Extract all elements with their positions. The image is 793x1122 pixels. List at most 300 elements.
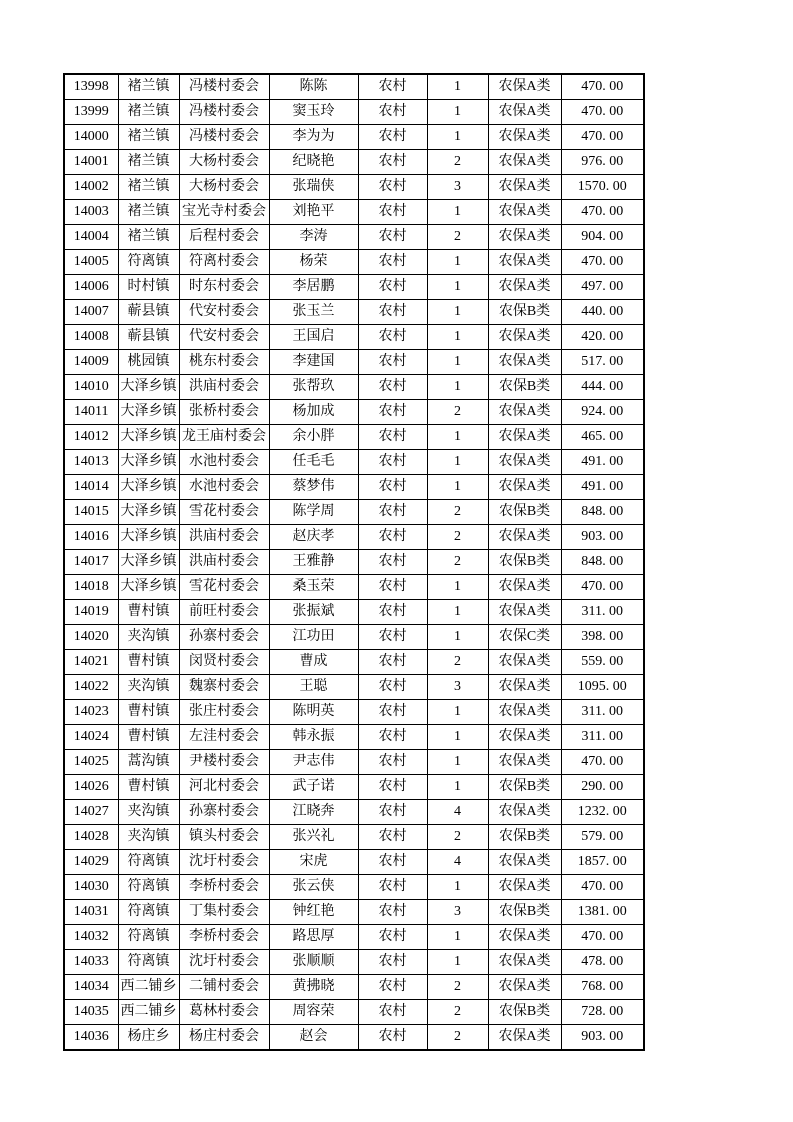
cell-serial-number: 14015 xyxy=(64,500,118,525)
cell-person-name: 江功田 xyxy=(269,625,358,650)
cell-residence-type: 农村 xyxy=(358,975,427,1000)
cell-insurance-category: 农保B类 xyxy=(488,500,561,525)
cell-village-committee: 葛林村委会 xyxy=(179,1000,269,1025)
cell-person-name: 纪晓艳 xyxy=(269,150,358,175)
cell-serial-number: 14005 xyxy=(64,250,118,275)
cell-person-name: 陈陈 xyxy=(269,74,358,100)
cell-serial-number: 14028 xyxy=(64,825,118,850)
cell-person-name: 杨荣 xyxy=(269,250,358,275)
cell-town: 蒿沟镇 xyxy=(118,750,179,775)
cell-village-committee: 桃东村委会 xyxy=(179,350,269,375)
cell-insurance-category: 农保A类 xyxy=(488,575,561,600)
table-row xyxy=(64,275,644,300)
cell-village-committee: 丁集村委会 xyxy=(179,900,269,925)
table-row xyxy=(64,775,644,800)
table-row xyxy=(64,700,644,725)
cell-town: 时村镇 xyxy=(118,275,179,300)
cell-town: 曹村镇 xyxy=(118,725,179,750)
table-row xyxy=(64,150,644,175)
cell-serial-number: 14026 xyxy=(64,775,118,800)
cell-town: 大泽乡镇 xyxy=(118,400,179,425)
cell-village-committee: 孙寨村委会 xyxy=(179,800,269,825)
cell-insurance-category: 农保A类 xyxy=(488,74,561,100)
cell-amount: 497. 00 xyxy=(561,275,644,300)
cell-person-name: 张顺顺 xyxy=(269,950,358,975)
cell-insurance-category: 农保A类 xyxy=(488,400,561,425)
cell-insurance-category: 农保A类 xyxy=(488,800,561,825)
table-row xyxy=(64,1025,644,1051)
cell-serial-number: 14021 xyxy=(64,650,118,675)
cell-town: 褚兰镇 xyxy=(118,150,179,175)
cell-amount: 848. 00 xyxy=(561,550,644,575)
cell-residence-type: 农村 xyxy=(358,725,427,750)
cell-serial-number: 14022 xyxy=(64,675,118,700)
cell-person-count: 1 xyxy=(427,925,488,950)
cell-amount: 976. 00 xyxy=(561,150,644,175)
cell-person-count: 1 xyxy=(427,275,488,300)
cell-person-count: 1 xyxy=(427,725,488,750)
cell-person-count: 1 xyxy=(427,575,488,600)
cell-town: 夹沟镇 xyxy=(118,625,179,650)
cell-serial-number: 14001 xyxy=(64,150,118,175)
cell-residence-type: 农村 xyxy=(358,875,427,900)
cell-person-count: 2 xyxy=(427,650,488,675)
cell-amount: 478. 00 xyxy=(561,950,644,975)
cell-town: 褚兰镇 xyxy=(118,74,179,100)
cell-residence-type: 农村 xyxy=(358,150,427,175)
cell-village-committee: 魏寨村委会 xyxy=(179,675,269,700)
cell-village-committee: 洪庙村委会 xyxy=(179,375,269,400)
cell-insurance-category: 农保A类 xyxy=(488,1025,561,1051)
cell-serial-number: 14017 xyxy=(64,550,118,575)
cell-person-name: 王聪 xyxy=(269,675,358,700)
table-row xyxy=(64,825,644,850)
cell-insurance-category: 农保A类 xyxy=(488,425,561,450)
cell-residence-type: 农村 xyxy=(358,525,427,550)
cell-serial-number: 14008 xyxy=(64,325,118,350)
cell-person-name: 曹成 xyxy=(269,650,358,675)
cell-person-count: 2 xyxy=(427,525,488,550)
cell-person-name: 余小胖 xyxy=(269,425,358,450)
cell-serial-number: 14006 xyxy=(64,275,118,300)
cell-insurance-category: 农保B类 xyxy=(488,900,561,925)
pension-roster-table xyxy=(63,73,645,1051)
cell-serial-number: 14024 xyxy=(64,725,118,750)
cell-insurance-category: 农保B类 xyxy=(488,825,561,850)
cell-town: 大泽乡镇 xyxy=(118,425,179,450)
cell-residence-type: 农村 xyxy=(358,800,427,825)
cell-amount: 470. 00 xyxy=(561,875,644,900)
table-row xyxy=(64,975,644,1000)
table-row xyxy=(64,900,644,925)
cell-village-committee: 尹楼村委会 xyxy=(179,750,269,775)
cell-insurance-category: 农保A类 xyxy=(488,150,561,175)
cell-serial-number: 14027 xyxy=(64,800,118,825)
table-row xyxy=(64,475,644,500)
cell-amount: 903. 00 xyxy=(561,525,644,550)
table-row xyxy=(64,525,644,550)
cell-amount: 728. 00 xyxy=(561,1000,644,1025)
cell-person-name: 黄拂晓 xyxy=(269,975,358,1000)
cell-insurance-category: 农保A类 xyxy=(488,975,561,1000)
cell-insurance-category: 农保A类 xyxy=(488,750,561,775)
cell-town: 曹村镇 xyxy=(118,775,179,800)
cell-serial-number: 14002 xyxy=(64,175,118,200)
cell-town: 夹沟镇 xyxy=(118,800,179,825)
cell-village-committee: 二铺村委会 xyxy=(179,975,269,1000)
cell-person-count: 1 xyxy=(427,625,488,650)
cell-insurance-category: 农保A类 xyxy=(488,225,561,250)
cell-person-count: 1 xyxy=(427,875,488,900)
cell-residence-type: 农村 xyxy=(358,600,427,625)
cell-amount: 559. 00 xyxy=(561,650,644,675)
cell-person-name: 张帮玖 xyxy=(269,375,358,400)
cell-person-name: 李建国 xyxy=(269,350,358,375)
cell-town: 曹村镇 xyxy=(118,650,179,675)
cell-person-name: 江晓奔 xyxy=(269,800,358,825)
cell-person-name: 张玉兰 xyxy=(269,300,358,325)
cell-person-name: 韩永振 xyxy=(269,725,358,750)
table-row xyxy=(64,450,644,475)
table-row xyxy=(64,175,644,200)
cell-serial-number: 14003 xyxy=(64,200,118,225)
cell-village-committee: 左洼村委会 xyxy=(179,725,269,750)
cell-amount: 440. 00 xyxy=(561,300,644,325)
cell-village-committee: 龙王庙村委会 xyxy=(179,425,269,450)
cell-residence-type: 农村 xyxy=(358,125,427,150)
table-row xyxy=(64,950,644,975)
cell-village-committee: 河北村委会 xyxy=(179,775,269,800)
cell-person-name: 尹志伟 xyxy=(269,750,358,775)
cell-town: 桃园镇 xyxy=(118,350,179,375)
cell-insurance-category: 农保A类 xyxy=(488,275,561,300)
cell-amount: 903. 00 xyxy=(561,1025,644,1051)
cell-residence-type: 农村 xyxy=(358,850,427,875)
table-row xyxy=(64,200,644,225)
cell-town: 大泽乡镇 xyxy=(118,550,179,575)
table-row xyxy=(64,350,644,375)
cell-town: 符离镇 xyxy=(118,925,179,950)
cell-insurance-category: 农保A类 xyxy=(488,875,561,900)
cell-amount: 1570. 00 xyxy=(561,175,644,200)
cell-person-name: 王雅静 xyxy=(269,550,358,575)
cell-town: 大泽乡镇 xyxy=(118,475,179,500)
cell-insurance-category: 农保A类 xyxy=(488,700,561,725)
cell-person-name: 陈学周 xyxy=(269,500,358,525)
cell-insurance-category: 农保A类 xyxy=(488,600,561,625)
cell-insurance-category: 农保A类 xyxy=(488,675,561,700)
table-row xyxy=(64,250,644,275)
cell-village-committee: 孙寨村委会 xyxy=(179,625,269,650)
cell-serial-number: 14019 xyxy=(64,600,118,625)
cell-town: 蕲县镇 xyxy=(118,325,179,350)
cell-serial-number: 14036 xyxy=(64,1025,118,1051)
cell-person-count: 1 xyxy=(427,425,488,450)
cell-person-count: 1 xyxy=(427,375,488,400)
cell-person-count: 2 xyxy=(427,400,488,425)
table-row xyxy=(64,1000,644,1025)
cell-amount: 470. 00 xyxy=(561,200,644,225)
cell-amount: 470. 00 xyxy=(561,925,644,950)
cell-amount: 311. 00 xyxy=(561,700,644,725)
cell-insurance-category: 农保A类 xyxy=(488,650,561,675)
cell-person-count: 1 xyxy=(427,450,488,475)
cell-town: 杨庄乡 xyxy=(118,1025,179,1051)
cell-serial-number: 14029 xyxy=(64,850,118,875)
cell-amount: 470. 00 xyxy=(561,750,644,775)
cell-person-name: 张振斌 xyxy=(269,600,358,625)
cell-amount: 924. 00 xyxy=(561,400,644,425)
cell-insurance-category: 农保B类 xyxy=(488,550,561,575)
cell-person-count: 1 xyxy=(427,350,488,375)
cell-amount: 579. 00 xyxy=(561,825,644,850)
cell-village-committee: 沈圩村委会 xyxy=(179,950,269,975)
table-row xyxy=(64,675,644,700)
cell-town: 大泽乡镇 xyxy=(118,575,179,600)
table-row xyxy=(64,100,644,125)
cell-serial-number: 14025 xyxy=(64,750,118,775)
cell-village-committee: 水池村委会 xyxy=(179,475,269,500)
cell-person-name: 杨加成 xyxy=(269,400,358,425)
table-row xyxy=(64,750,644,775)
cell-serial-number: 14031 xyxy=(64,900,118,925)
cell-person-count: 1 xyxy=(427,200,488,225)
cell-residence-type: 农村 xyxy=(358,950,427,975)
cell-village-committee: 符离村委会 xyxy=(179,250,269,275)
cell-serial-number: 14016 xyxy=(64,525,118,550)
cell-amount: 470. 00 xyxy=(561,100,644,125)
cell-town: 夹沟镇 xyxy=(118,675,179,700)
cell-residence-type: 农村 xyxy=(358,825,427,850)
cell-amount: 1857. 00 xyxy=(561,850,644,875)
cell-insurance-category: 农保B类 xyxy=(488,300,561,325)
cell-serial-number: 14012 xyxy=(64,425,118,450)
cell-insurance-category: 农保A类 xyxy=(488,925,561,950)
cell-village-committee: 闵贤村委会 xyxy=(179,650,269,675)
cell-person-count: 1 xyxy=(427,700,488,725)
cell-residence-type: 农村 xyxy=(358,325,427,350)
cell-person-count: 1 xyxy=(427,750,488,775)
table-row xyxy=(64,550,644,575)
cell-serial-number: 14033 xyxy=(64,950,118,975)
cell-serial-number: 14020 xyxy=(64,625,118,650)
cell-residence-type: 农村 xyxy=(358,400,427,425)
table-row xyxy=(64,425,644,450)
cell-residence-type: 农村 xyxy=(358,625,427,650)
cell-insurance-category: 农保A类 xyxy=(488,350,561,375)
cell-residence-type: 农村 xyxy=(358,200,427,225)
cell-person-count: 1 xyxy=(427,600,488,625)
cell-person-count: 2 xyxy=(427,1000,488,1025)
cell-person-name: 宋虎 xyxy=(269,850,358,875)
cell-insurance-category: 农保C类 xyxy=(488,625,561,650)
cell-person-count: 1 xyxy=(427,950,488,975)
cell-amount: 1381. 00 xyxy=(561,900,644,925)
cell-insurance-category: 农保A类 xyxy=(488,125,561,150)
table-row xyxy=(64,650,644,675)
cell-person-count: 3 xyxy=(427,675,488,700)
cell-residence-type: 农村 xyxy=(358,900,427,925)
cell-insurance-category: 农保A类 xyxy=(488,850,561,875)
cell-village-committee: 代安村委会 xyxy=(179,325,269,350)
cell-amount: 470. 00 xyxy=(561,250,644,275)
cell-village-committee: 水池村委会 xyxy=(179,450,269,475)
cell-serial-number: 14013 xyxy=(64,450,118,475)
cell-residence-type: 农村 xyxy=(358,750,427,775)
cell-insurance-category: 农保A类 xyxy=(488,475,561,500)
table-row xyxy=(64,575,644,600)
cell-village-committee: 大杨村委会 xyxy=(179,175,269,200)
cell-person-name: 钟红艳 xyxy=(269,900,358,925)
cell-residence-type: 农村 xyxy=(358,925,427,950)
table-row xyxy=(64,875,644,900)
cell-amount: 1232. 00 xyxy=(561,800,644,825)
cell-residence-type: 农村 xyxy=(358,675,427,700)
cell-person-count: 1 xyxy=(427,475,488,500)
cell-amount: 491. 00 xyxy=(561,450,644,475)
cell-amount: 444. 00 xyxy=(561,375,644,400)
cell-town: 大泽乡镇 xyxy=(118,375,179,400)
cell-insurance-category: 农保B类 xyxy=(488,375,561,400)
table-row xyxy=(64,300,644,325)
cell-village-committee: 杨庄村委会 xyxy=(179,1025,269,1051)
cell-serial-number: 14032 xyxy=(64,925,118,950)
cell-village-committee: 李桥村委会 xyxy=(179,925,269,950)
cell-residence-type: 农村 xyxy=(358,700,427,725)
cell-person-name: 赵庆孝 xyxy=(269,525,358,550)
cell-person-name: 武子诺 xyxy=(269,775,358,800)
cell-town: 符离镇 xyxy=(118,900,179,925)
table-row xyxy=(64,125,644,150)
table-row xyxy=(64,725,644,750)
cell-person-name: 周容荣 xyxy=(269,1000,358,1025)
cell-insurance-category: 农保A类 xyxy=(488,525,561,550)
cell-person-name: 王国启 xyxy=(269,325,358,350)
cell-town: 褚兰镇 xyxy=(118,175,179,200)
cell-person-count: 1 xyxy=(427,250,488,275)
cell-person-name: 李为为 xyxy=(269,125,358,150)
cell-person-count: 4 xyxy=(427,850,488,875)
cell-person-count: 3 xyxy=(427,900,488,925)
table-row xyxy=(64,74,644,100)
cell-amount: 768. 00 xyxy=(561,975,644,1000)
cell-person-count: 2 xyxy=(427,975,488,1000)
table-body xyxy=(64,74,644,1050)
cell-residence-type: 农村 xyxy=(358,225,427,250)
cell-insurance-category: 农保B类 xyxy=(488,775,561,800)
cell-village-committee: 代安村委会 xyxy=(179,300,269,325)
table-row xyxy=(64,850,644,875)
cell-residence-type: 农村 xyxy=(358,275,427,300)
cell-person-count: 2 xyxy=(427,550,488,575)
cell-serial-number: 14030 xyxy=(64,875,118,900)
cell-village-committee: 大杨村委会 xyxy=(179,150,269,175)
cell-village-committee: 李桥村委会 xyxy=(179,875,269,900)
cell-insurance-category: 农保B类 xyxy=(488,1000,561,1025)
cell-serial-number: 13998 xyxy=(64,74,118,100)
table-row xyxy=(64,325,644,350)
cell-residence-type: 农村 xyxy=(358,550,427,575)
cell-insurance-category: 农保A类 xyxy=(488,100,561,125)
cell-person-name: 李居鹏 xyxy=(269,275,358,300)
cell-residence-type: 农村 xyxy=(358,375,427,400)
cell-amount: 311. 00 xyxy=(561,600,644,625)
cell-residence-type: 农村 xyxy=(358,650,427,675)
cell-person-count: 1 xyxy=(427,325,488,350)
cell-residence-type: 农村 xyxy=(358,74,427,100)
cell-serial-number: 14009 xyxy=(64,350,118,375)
table-row xyxy=(64,600,644,625)
cell-amount: 470. 00 xyxy=(561,575,644,600)
cell-residence-type: 农村 xyxy=(358,250,427,275)
cell-town: 褚兰镇 xyxy=(118,100,179,125)
table-row xyxy=(64,800,644,825)
cell-person-count: 1 xyxy=(427,775,488,800)
cell-residence-type: 农村 xyxy=(358,500,427,525)
cell-serial-number: 14014 xyxy=(64,475,118,500)
cell-village-committee: 冯楼村委会 xyxy=(179,125,269,150)
cell-town: 大泽乡镇 xyxy=(118,450,179,475)
cell-residence-type: 农村 xyxy=(358,350,427,375)
cell-person-name: 路思厚 xyxy=(269,925,358,950)
cell-serial-number: 14007 xyxy=(64,300,118,325)
cell-village-committee: 前旺村委会 xyxy=(179,600,269,625)
cell-residence-type: 农村 xyxy=(358,175,427,200)
cell-village-committee: 冯楼村委会 xyxy=(179,100,269,125)
cell-town: 符离镇 xyxy=(118,250,179,275)
cell-person-name: 赵会 xyxy=(269,1025,358,1051)
cell-residence-type: 农村 xyxy=(358,100,427,125)
cell-person-name: 任毛毛 xyxy=(269,450,358,475)
cell-amount: 470. 00 xyxy=(561,74,644,100)
cell-person-count: 2 xyxy=(427,150,488,175)
cell-village-committee: 后程村委会 xyxy=(179,225,269,250)
cell-person-count: 1 xyxy=(427,125,488,150)
cell-person-name: 李涛 xyxy=(269,225,358,250)
cell-person-count: 1 xyxy=(427,74,488,100)
cell-person-name: 张瑞侠 xyxy=(269,175,358,200)
cell-residence-type: 农村 xyxy=(358,1000,427,1025)
cell-village-committee: 洪庙村委会 xyxy=(179,550,269,575)
cell-village-committee: 雪花村委会 xyxy=(179,500,269,525)
cell-serial-number: 14011 xyxy=(64,400,118,425)
cell-town: 曹村镇 xyxy=(118,600,179,625)
cell-person-count: 2 xyxy=(427,225,488,250)
cell-amount: 491. 00 xyxy=(561,475,644,500)
cell-village-committee: 冯楼村委会 xyxy=(179,74,269,100)
cell-insurance-category: 农保A类 xyxy=(488,725,561,750)
cell-town: 符离镇 xyxy=(118,875,179,900)
cell-residence-type: 农村 xyxy=(358,775,427,800)
cell-serial-number: 14018 xyxy=(64,575,118,600)
cell-amount: 517. 00 xyxy=(561,350,644,375)
cell-amount: 904. 00 xyxy=(561,225,644,250)
cell-person-name: 陈明英 xyxy=(269,700,358,725)
cell-village-committee: 沈圩村委会 xyxy=(179,850,269,875)
table-row xyxy=(64,925,644,950)
table-row xyxy=(64,500,644,525)
cell-village-committee: 张庄村委会 xyxy=(179,700,269,725)
cell-town: 符离镇 xyxy=(118,950,179,975)
cell-amount: 848. 00 xyxy=(561,500,644,525)
cell-amount: 1095. 00 xyxy=(561,675,644,700)
cell-residence-type: 农村 xyxy=(358,475,427,500)
cell-insurance-category: 农保A类 xyxy=(488,250,561,275)
cell-serial-number: 14034 xyxy=(64,975,118,1000)
cell-amount: 311. 00 xyxy=(561,725,644,750)
cell-person-name: 张兴礼 xyxy=(269,825,358,850)
table-row xyxy=(64,625,644,650)
